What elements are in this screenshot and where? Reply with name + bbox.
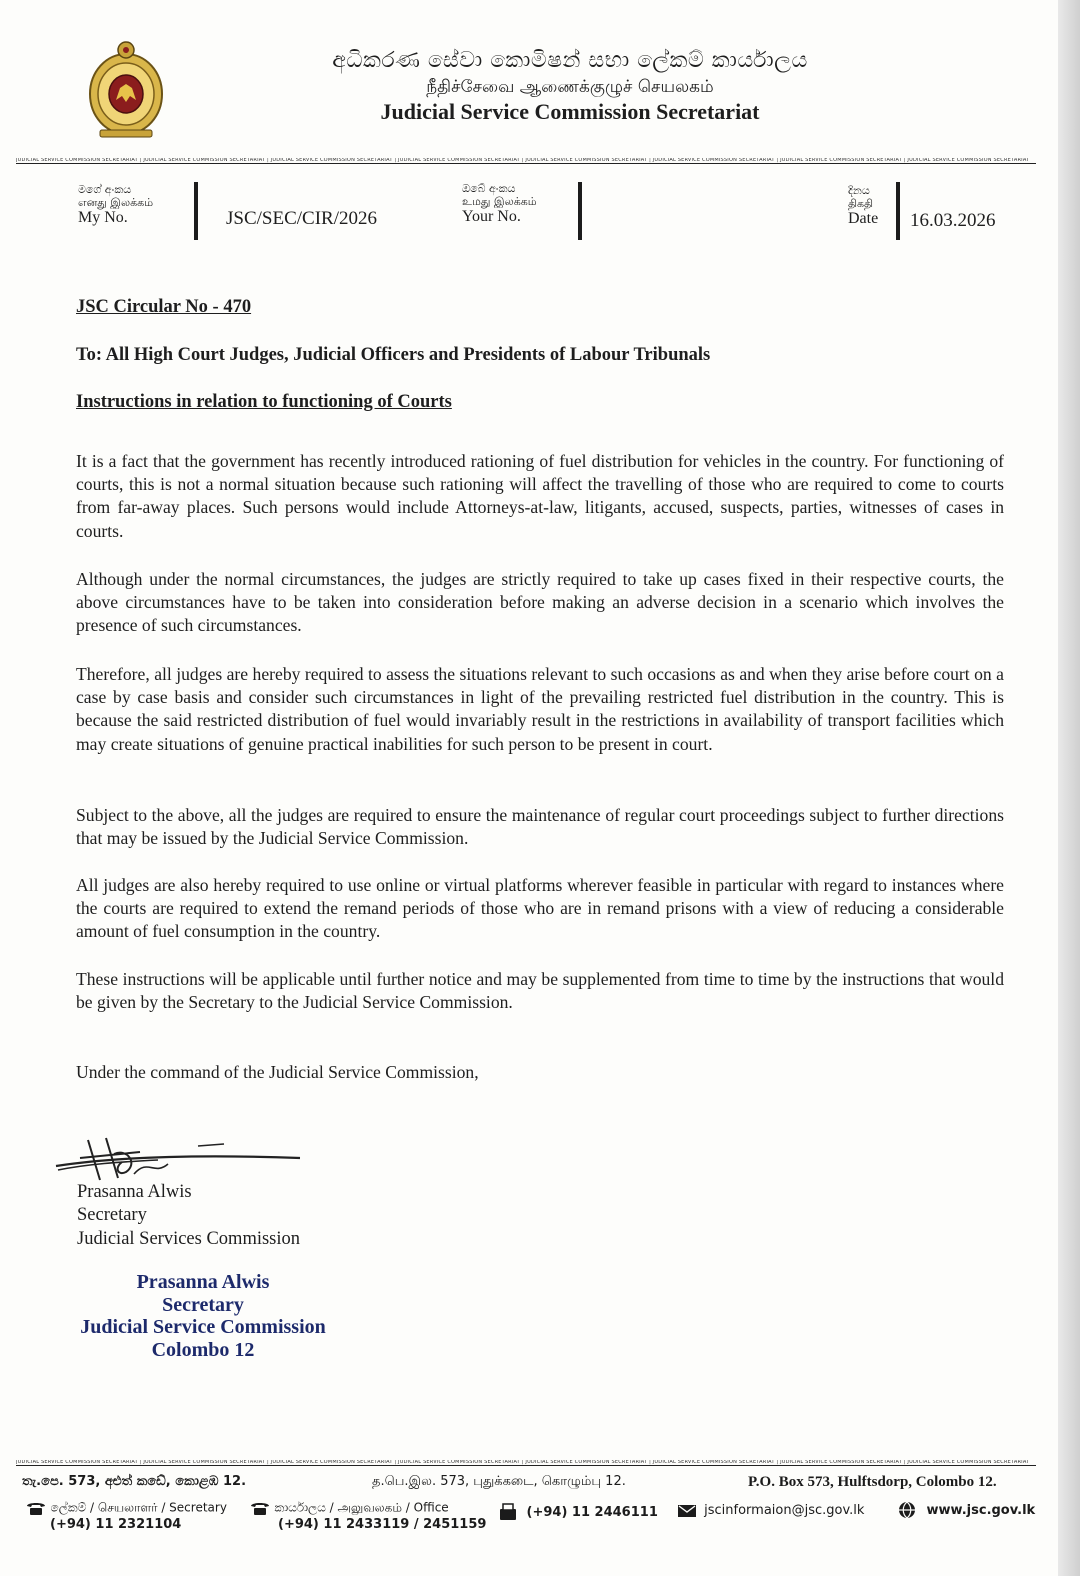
fax-icon bbox=[498, 1503, 518, 1521]
paragraph-5: All judges are also hereby required to use online or virtual platforms wherever feasible in particular with regard to instances where the courts are required to extend the remand periods of those who are in remand prisons with a view of reducing a considerable amount of fuel consumption in the country. bbox=[76, 875, 1004, 942]
subject-line: Instructions in relation to functioning of Courts bbox=[76, 392, 452, 412]
my-no-tamil: எனது இலக்கம் bbox=[78, 196, 154, 209]
paragraph-2: Although under the normal circumstances, the judges are strictly required to take up cases fixed in their respective courts, the above circumstances have to be taken into consideration before making an adverse decision in a scenario which involves the presence of such circumstances. bbox=[76, 569, 1004, 636]
your-no-sinhala: ඔබේ අංකය bbox=[462, 182, 516, 195]
letterhead bbox=[290, 48, 850, 125]
email-address[interactable]: jscinformaion@jsc.gov.lk bbox=[704, 1503, 865, 1518]
header-sinhala: අධිකරණ සේවා කොමිෂන් සභා ලේකම් කාර්යාලය bbox=[332, 48, 808, 73]
paragraph-1: It is a fact that the government has recently introduced rationing of fuel distribution for vehicles in the country. For functioning of courts, this is not a normal situation because such rationing will affect the travelling of those who are required to come to courts from far-away places. Such persons would include Attorneys-at-law, litigants, accused, suspects, parties, witnesses of cases in courts. bbox=[76, 451, 1004, 541]
your-no-divider bbox=[578, 182, 582, 240]
page-edge bbox=[1058, 0, 1080, 1576]
closing-line: Under the command of the Judicial Service Commission, bbox=[76, 1062, 479, 1082]
date-label bbox=[848, 184, 878, 228]
fax-number: (+94) 11 2446111 bbox=[526, 1504, 658, 1520]
your-no-english: Your No. bbox=[462, 208, 521, 225]
my-no-english: My No. bbox=[78, 209, 128, 226]
footer-rule bbox=[16, 1460, 1036, 1466]
recipients: To: All High Court Judges, Judicial Officers and Presidents of Labour Tribunals bbox=[76, 345, 711, 365]
footer-address-tamil: த.பெ.இல. 573, புதுக்கடை, கொழும்பு 12. bbox=[372, 1474, 626, 1489]
stamp-title: Secretary bbox=[162, 1293, 244, 1316]
header-rule-text: JUDICIAL SERVICE COMMISSION SECRETARIAT | JUDICIAL SERVICE COMMISSION SECRETARIAT | JUDICIAL SERVICE COMMISSION SECRETARIAT | JUDICIAL SERVICE COMMISSION SECRETARIAT | JUDICIAL SERVICE COMMISSION SECRETARIAT | JUDICIAL SERVICE COMMISSION SECRETARIAT | JUDICIAL SERVICE COMMISSION SECRETARIAT | JUDICIAL SERVICE COMMISSION SECRETARIAT bbox=[16, 158, 1030, 163]
paragraph-3: Therefore, all judges are hereby required to assess the situations relevant to such occasions as and when they arise before court on a case by case basis and consider such circumstances in light of the prevailing restricted fuel distribution in the country. This is because the said restricted distribution of fuel would invariably result in the restrictions in availability of transport facilities which may create situations of genuine practical inabilities for such person to be present in court. bbox=[76, 664, 1004, 754]
signatory-org: Judicial Services Commission bbox=[77, 1228, 301, 1249]
stamp-name: Prasanna Alwis bbox=[136, 1271, 270, 1293]
telephone-icon bbox=[26, 1500, 46, 1516]
footer-address-sinhala: තැ.පෙ. 573, අළුත් කඩේ, කොළඹ 12. bbox=[22, 1474, 247, 1489]
office-label: කාර්යාලය / அலுவலகம் / Office bbox=[274, 1500, 449, 1515]
circular-number: JSC Circular No - 470 bbox=[76, 297, 252, 317]
header-rule bbox=[16, 158, 1036, 164]
footer-rule-text: JUDICIAL SERVICE COMMISSION SECRETARIAT | JUDICIAL SERVICE COMMISSION SECRETARIAT | JUDICIAL SERVICE COMMISSION SECRETARIAT | JUDICIAL SERVICE COMMISSION SECRETARIAT | JUDICIAL SERVICE COMMISSION SECRETARIAT | JUDICIAL SERVICE COMMISSION SECRETARIAT | JUDICIAL SERVICE COMMISSION SECRETARIAT | JUDICIAL SERVICE COMMISSION SECRETARIAT bbox=[16, 1460, 1030, 1465]
signatory-title: Secretary bbox=[77, 1205, 147, 1226]
footer-email bbox=[678, 1503, 864, 1518]
footer-fax bbox=[498, 1503, 658, 1521]
footer-office bbox=[250, 1500, 486, 1532]
stamp-org: Judicial Service Commission bbox=[80, 1316, 326, 1339]
stamp-city: Colombo 12 bbox=[151, 1338, 255, 1361]
date-value: 16.03.2026 bbox=[910, 210, 996, 231]
my-no-divider bbox=[194, 182, 198, 240]
telephone-icon bbox=[250, 1500, 270, 1516]
date-english: Date bbox=[848, 210, 879, 227]
footer-web bbox=[898, 1501, 1035, 1519]
your-no-label bbox=[462, 182, 537, 226]
sri-lanka-emblem-icon bbox=[86, 38, 166, 140]
my-no-value: JSC/SEC/CIR/2026 bbox=[226, 208, 377, 229]
date-tamil: திகதி bbox=[848, 197, 874, 210]
paragraph-4: Subject to the above, all the judges are required to ensure the maintenance of regular court proceedings subject to further directions that may be issued by the Judicial Service Commission. bbox=[76, 805, 1004, 849]
footer-address-english: P.O. Box 573, Hulftsdorp, Colombo 12. bbox=[748, 1474, 997, 1490]
email-icon bbox=[678, 1505, 696, 1517]
your-no-tamil: உமது இலக்கம் bbox=[462, 195, 537, 208]
paragraph-6: These instructions will be applicable until further notice and may be supplemented from time to time by the instructions that would be given by the Secretary to the Judicial Service Commission. bbox=[76, 969, 1004, 1013]
official-stamp bbox=[72, 1271, 334, 1361]
header-tamil: நீதிச்சேவை ஆணைக்குழுச் செயலகம் bbox=[426, 77, 714, 97]
header-english: Judicial Service Commission Secretariat bbox=[380, 99, 760, 124]
website-link[interactable]: www.jsc.gov.lk bbox=[926, 1502, 1036, 1518]
footer-secretary bbox=[26, 1500, 227, 1532]
date-sinhala: දිනය bbox=[848, 184, 870, 197]
handwritten-signature bbox=[48, 1128, 308, 1188]
my-no-label bbox=[78, 183, 153, 227]
globe-icon bbox=[898, 1501, 916, 1519]
date-divider bbox=[896, 182, 900, 240]
secretary-phone: (+94) 11 2321104 bbox=[50, 1516, 182, 1532]
signatory-name: Prasanna Alwis bbox=[77, 1182, 192, 1202]
my-no-sinhala: මගේ අංකය bbox=[78, 183, 132, 196]
secretary-label: ලේකම් / செயலாளர் / Secretary bbox=[50, 1500, 227, 1515]
office-phone: (+94) 11 2433119 / 2451159 bbox=[278, 1516, 487, 1532]
signatory-block bbox=[77, 1181, 300, 1251]
